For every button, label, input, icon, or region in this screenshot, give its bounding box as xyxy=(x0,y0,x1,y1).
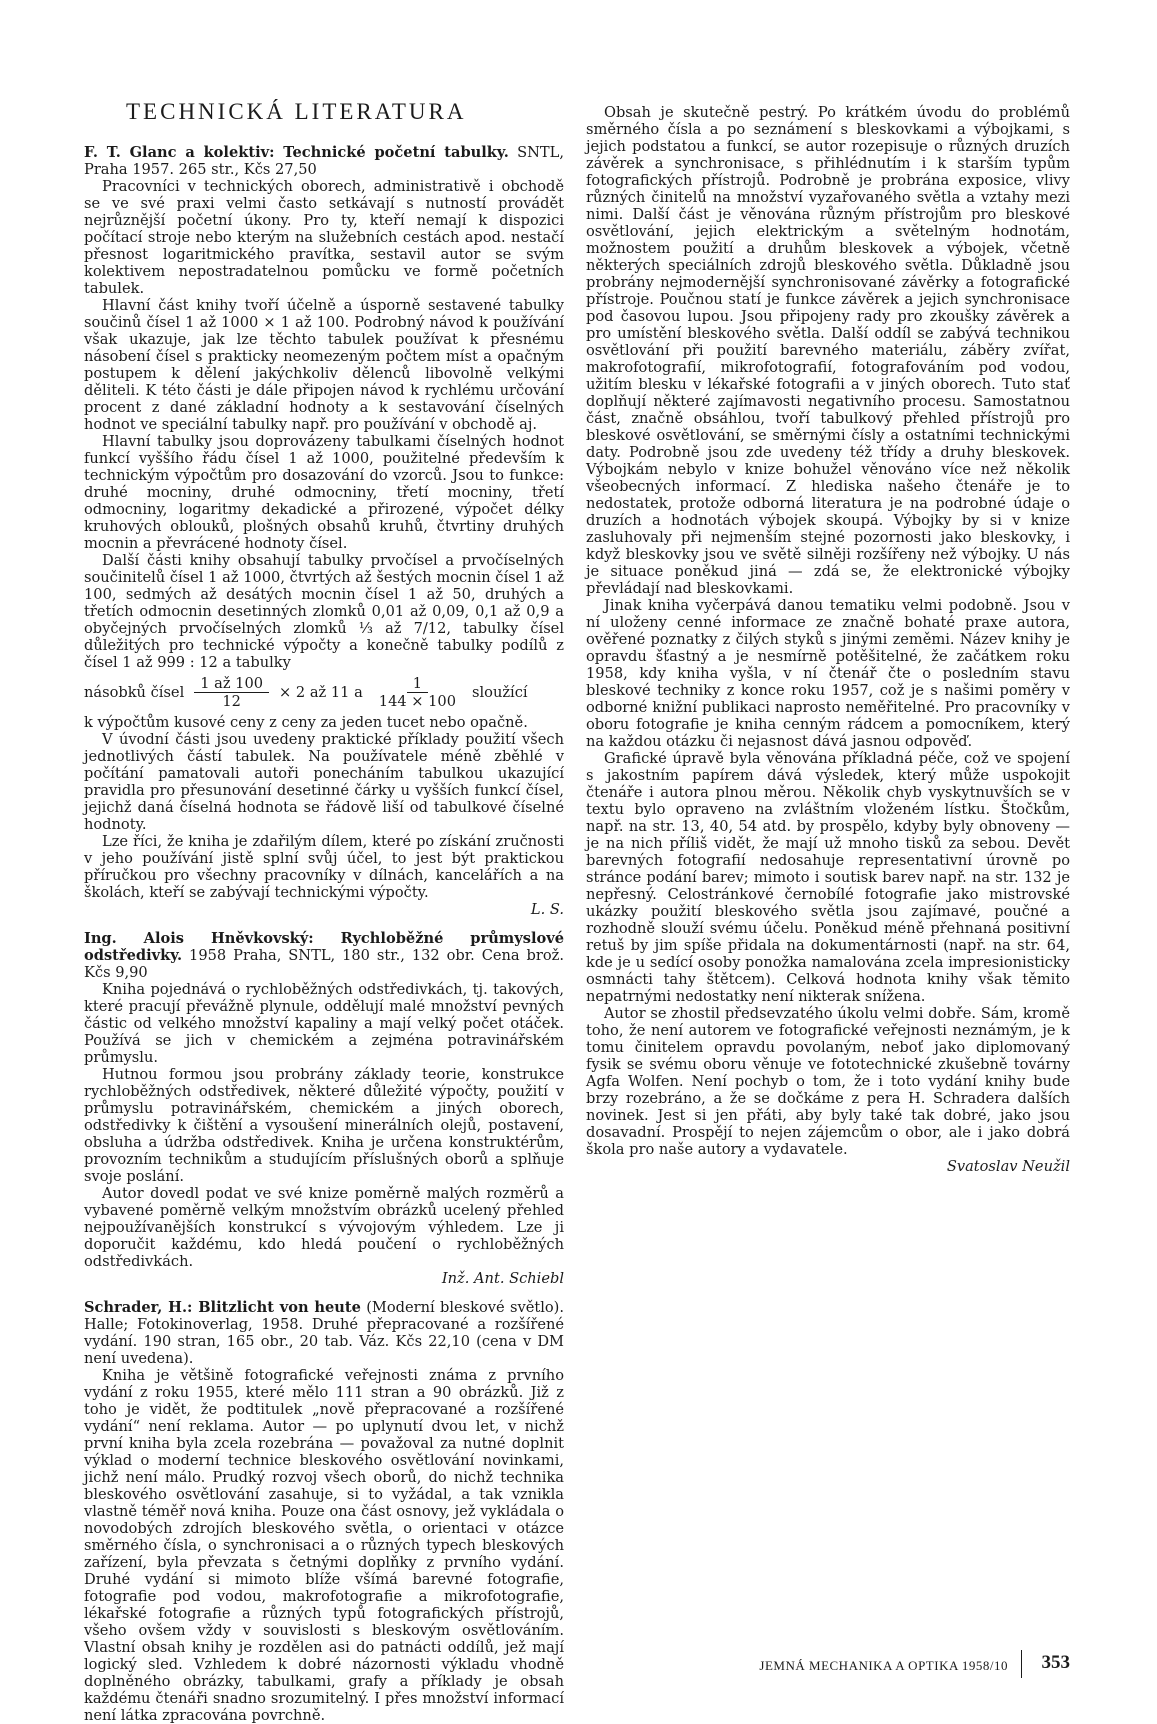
fraction-mid: × 2 až 11 a xyxy=(279,684,363,701)
paragraph: Autor dovedl podat ve své knize poměrně malých rozměrů a vybavené poměrně velkým množstvím obrázků ucelený přehled nejpoužívanějších konstrukcí s vývojovým výhledem. Lze ji doporučit každému, kdo hledá poučení o rychloběžných odstředivkách. xyxy=(84,1185,564,1270)
paragraph: Kniha je většině fotografické veřejnosti známa z prvního vydání z roku 1955, které mělo 111 stran a 90 obrázků. Již z toho je vidět, že podtitulek „nově přepracované a rozšířené vydání“ není reklama. Autor — po uplynutí dvou let, v nichž první kniha byla zcela rozebrána — považoval za nutné doplnit výklad o moderní technice bleskového osvětlování novinkami, jichž není málo. Prudký rozvoj všech oborů, do nichž technika bleskového osvětlování zasahuje, si to vyžádal, a tak vznikla vlastně téměř nová kniha. Pouze ona část osnovy, jež vykládala o novodobých zdrojích bleskového světla, o orientaci v otázce směrného čísla, o synchronisaci a o různých typech bleskových zařízení, byla převzata s četnými doplňky z prvního vydání. Druhé vydání si mimoto blíže všímá barevné fotografie, fotografie pod vodou, makrofotografie a mikrofotografie, lékařské fotografie a různých typů fotografických přístrojů, všeho ovšem vždy v souvislosti s bleskovým osvětlováním. Vlastní obsah knihy je rozdělen asi do patnácti oddílů, jež mají logický sled. Vzhledem k dobré názornosti výkladu vhodně doplněného obrázky, tabulkami, grafy a příklady je obsah každému čtenáři snadno srozumitelný. I přes množství informací není látka zpracována povrchně. xyxy=(84,1367,564,1724)
review-heading-bold: Ing. Alois Hněvkovský: Rychloběžné průmyslové odstředivky. xyxy=(84,930,564,964)
page-footer xyxy=(650,1650,1070,1680)
review-heading-bold: F. T. Glanc a kolektiv: Technické početní tabulky. xyxy=(84,144,509,161)
paragraph: Hutnou formou jsou probrány základy teorie, konstrukce rychloběžných odstředivek, některé důležité výpočty, použití v průmyslu potravinářském, chemickém a jiných oborech, odstředivky k čištění a vysoušení minerálních olejů, postavení, obsluha a údržba odstředivek. Kniha je určena konstruktérům, provozním technikům a studujícím příslušných oborů a splňuje svoje poslání. xyxy=(84,1066,564,1185)
fraction-1-denominator: 12 xyxy=(222,693,241,710)
fraction-prefix: násobků čísel xyxy=(84,684,185,701)
left-column xyxy=(84,98,564,1724)
fraction-1 xyxy=(194,675,269,710)
review-heading xyxy=(84,144,564,178)
paragraph: k výpočtům kusové ceny z ceny za jeden tucet nebo opačně. xyxy=(84,714,528,731)
review-heading xyxy=(84,1299,564,1367)
paragraph: V úvodní části jsou uvedeny praktické příklady použití všech jednotlivých částí tabulek. Na používatele méně zběhlé v počítání pamatovali autoři ponecháním tabulkou ukazující pravidla pro přesunování desetinné čárky u vyšších funkcí čísel, jejichž daná číselná hodnota se řádově liší od tabulkové číselné hodnoty. xyxy=(84,731,564,833)
paragraph: Jinak kniha vyčerpává danou tematiku velmi podobně. Jsou v ní uloženy cenné informace ze značně bohaté praxe autora, ověřené poznatky z čilých styků s jinými zeměmi. Název knihy je opravdu šťastný a je nesmírně potěšitelné, že začátkem roku 1958, kdy kniha vyšla, v ní čtenář čte o posledním stavu bleskové techniky z konce roku 1957, což je s našimi poměry v odborné knižní publikaci naprosto neměřitelné. Pro pracovníky v oboru fotografie je kniha cenným rádcem a pomocníkem, který na každou otázku či nejasnost dává jasnou odpověď. xyxy=(586,597,1070,750)
fraction-suffix: sloužící xyxy=(472,684,528,701)
review-heading xyxy=(84,930,564,981)
paragraph: Další části knihy obsahují tabulky prvočísel a prvočíselných součinitelů čísel 1 až 1000, čtvrtých až šestých mocnin čísel 1 až 100, sedmých až desátých mocnin čísel 1 až 50, druhých a třetích odmocnin desetinných zlomků 0,01 až 0,09, 0,1 až 0,9 a obyčejných prvočíselných zlomků ⅓ až 7/12, tabulky čísel důležitých pro technické výpočty a konečně tabulky podílů z čísel 1 až 999 : 12 a tabulky xyxy=(84,552,564,671)
review-signature: Inž. Ant. Schiebl xyxy=(441,1270,564,1287)
paragraph: Kniha pojednává o rychloběžných odstředivkách, tj. takových, které pracují převážně plynule, oddělují malé množství pevných částic od velkého množství kapaliny a mají velký počet otáček. Používá se jich v chemickém a zejména potravinářském průmyslu. xyxy=(84,981,564,1066)
review-heading-rest: 1958 Praha, SNTL, 180 str., 132 obr. Cena brož. Kčs 9,90 xyxy=(84,947,564,981)
page-number: 353 xyxy=(1041,1652,1070,1673)
review-signature: L. S. xyxy=(530,901,564,918)
journal-name: JEMNÁ MECHANIKA A OPTIKA 1958/10 xyxy=(759,1658,1008,1673)
fraction-2-denominator: 144 × 100 xyxy=(378,693,456,710)
paragraph: Grafické úpravě byla věnována příkladná péče, což ve spojení s jakostním papírem dává výsledek, který může uspokojit čtenáře i autora plnou měrou. Několik chyb vyskytnuvších se v textu bylo opraveno na zvláštním vloženém lístku. Štočkům, např. na str. 13, 40, 54 atd. by prospělo, kdyby byly obnoveny — je na nich příliš vidět, že mají už mnoho tisků za sebou. Devět barevných fotografií nedosahuje representativní úrovně po stránce podání barev; mimoto i soutisk barev např. na str. 132 je nepřesný. Celostránkové černobílé fotografie jako mistrovské ukázky použití bleskového světla jsou zajímavé, poučné a rozhodně slouží svému účelu. Poněkud méně přehnaná positivní retuš by jim spíše přidala na dokumentárnosti (např. na str. 64, kde je u sedící osoby ponožka namalována zcela impresionisticky osmnácti tahy štětcem). Celková hodnota knihy však těmito nepatrnými nedostatky není nikterak snížena. xyxy=(586,750,1070,1005)
paragraph: Obsah je skutečně pestrý. Po krátkém úvodu do problémů směrného čísla a po seznámení s bleskovkami a výbojkami, s jejich podstatou a funkcí, se autor rozepisuje o různých druzích závěrek a synchronisace, s přihlédnutím i k starším typům fotografických přístrojů. Podrobně je probrána exposice, vlivy různých činitelů na množství vyzařovaného světla a vztahy mezi nimi. Další část je věnována různým přístrojům pro bleskové osvětlování, jejich elektrickým a světelným hodnotám, možnostem použití a druhům bleskovek a výbojek, včetně některých speciálních zdrojů bleskového světla. Důkladně jsou probrány nejmodernější synchronisované závěrky a fotografické přístroje. Poučnou statí je funkce závěrek a jejich synchronisace pod časovou lupou. Jsou připojeny rady pro zkoušky závěrek a pro umístění bleskového světla. Další oddíl se zabývá technikou osvětlování při použití barevného materiálu, záběry zvířat, makrofotografií, mikrofotografií, fotografováním pod vodou, užitím blesku v lékařské fotografii a v jiných oborech. Tuto stať doplňují některé zajímavosti negativního procesu. Samostatnou část, značně obsáhlou, tvoří tabulkový přehled přístrojů pro bleskové osvětlování, se směrnými čísly a ostatními technickými daty. Podrobně jsou zde uvedeny též třídy a druhy bleskovek. Výbojkám nebylo v knize bohužel věnováno více než několik všeobecných informací. Z hlediska našeho čtenáře je to nedostatek, protože odborná literatura je na podrobné údaje o druzích a hodnotách výbojek skoupá. Výbojky by si v knize zasluhovaly při nejmenším stejné pozornosti jako bleskovky, i když bleskovky jsou ve světě silněji rozšířeny než výbojky. U nás je situace poněkud jiná — zdá se, že elektronické výbojky převládají nad bleskovkami. xyxy=(586,104,1070,597)
paragraph: Pracovníci v technických oborech, administrativě i obchodě se ve své praxi velmi často setkávají s nutností provádět nejrůznější početní úkony. Pro ty, kteří nemají k dispozici počítací stroje nebo kterým na služebních cestách apod. nestačí přesnost logaritmického pravítka, sestavil autor se svým kolektivem nepostradatelnou pomůcku ve formě početních tabulek. xyxy=(84,178,564,297)
review-heading-bold: Schrader, H.: Blitzlicht von heute xyxy=(84,1299,361,1316)
review-signature: Svatoslav Neužil xyxy=(946,1158,1070,1175)
review-tabulky xyxy=(84,144,564,918)
footer-divider xyxy=(1021,1650,1022,1678)
fraction-line xyxy=(84,675,564,710)
fraction-2 xyxy=(373,675,462,710)
section-title: TECHNICKÁ LITERATURA xyxy=(126,99,467,124)
review-heading-rest: (Moderní bleskové světlo). Halle; Fotokinoverlag, 1958. Druhé přepracované a rozšířené vydání. 190 stran, 165 obr., 20 tab. Váz. Kčs 22,10 (cena v DM není uvedena). xyxy=(84,1299,564,1367)
paragraph: Autor se zhostil předsevzatého úkolu velmi dobře. Sám, kromě toho, že není autorem ve fotografické veřejnosti neznámým, je k tomu činitelem opravdu povolaným, neboť jako diplomovaný fysik se svému oboru věnuje ve fototechnické zkušebně továrny Agfa Wolfen. Není pochyb o tom, že i toto vydání knihy bude brzy rozebráno, a že se dočkáme z pera H. Schradera dalších novinek. Jest si jen přáti, aby byly také tak dobré, jako jsou dosavadní. Prospějí to nejen zájemcům o obor, ale i jako dobrá škola pro naše autory a vydavatele. xyxy=(586,1005,1070,1158)
review-heading-rest: SNTL, Praha 1957. 265 str., Kčs 27,50 xyxy=(84,144,564,178)
fraction-2-numerator: 1 xyxy=(407,675,428,693)
paragraph: Hlavní tabulky jsou doprovázeny tabulkami číselných hodnot funkcí vyššího řádu čísel 1 až 1000, použitelné především k technickým výpočtům pro dosazování do vzorců. Jsou to funkce: druhé mocniny, druhé odmocniny, třetí mocniny, třetí odmocniny, logaritmy dekadické a přirozené, výpočet délky kruhových oblouků, plošných obsahů kruhů, čtvrtiny druhých mocnin a převrácené hodnoty čísel. xyxy=(84,433,564,552)
fraction-1-numerator: 1 až 100 xyxy=(194,675,269,693)
paragraph: Hlavní část knihy tvoří účelně a úsporně sestavené tabulky součinů čísel 1 až 1000 × 1 až 100. Podrobný návod k používání však ukazuje, jak lze těchto tabulek používat k přesnému násobení čísel s prakticky neomezeným počtem míst a opačným postupem k dělení jakýchkoliv dělenců libovolně velkými děliteli. K této části je dále připojen návod k rychlému určování procent z dané základní hodnoty a k sestavování číselných hodnot ve speciální tabulky např. pro používání v obchodě aj. xyxy=(84,297,564,433)
paragraph: Lze říci, že kniha je zdařilým dílem, které po získání zručnosti v jeho používání jistě splní svůj účel, to jest být praktickou příručkou pro všechny pracovníky v dílnách, kancelářích a na školách, kteří se zabývají technickými výpočty. xyxy=(84,833,564,901)
right-column xyxy=(586,104,1070,1614)
review-blitzlicht xyxy=(84,1299,564,1724)
review-odstredivky xyxy=(84,930,564,1287)
